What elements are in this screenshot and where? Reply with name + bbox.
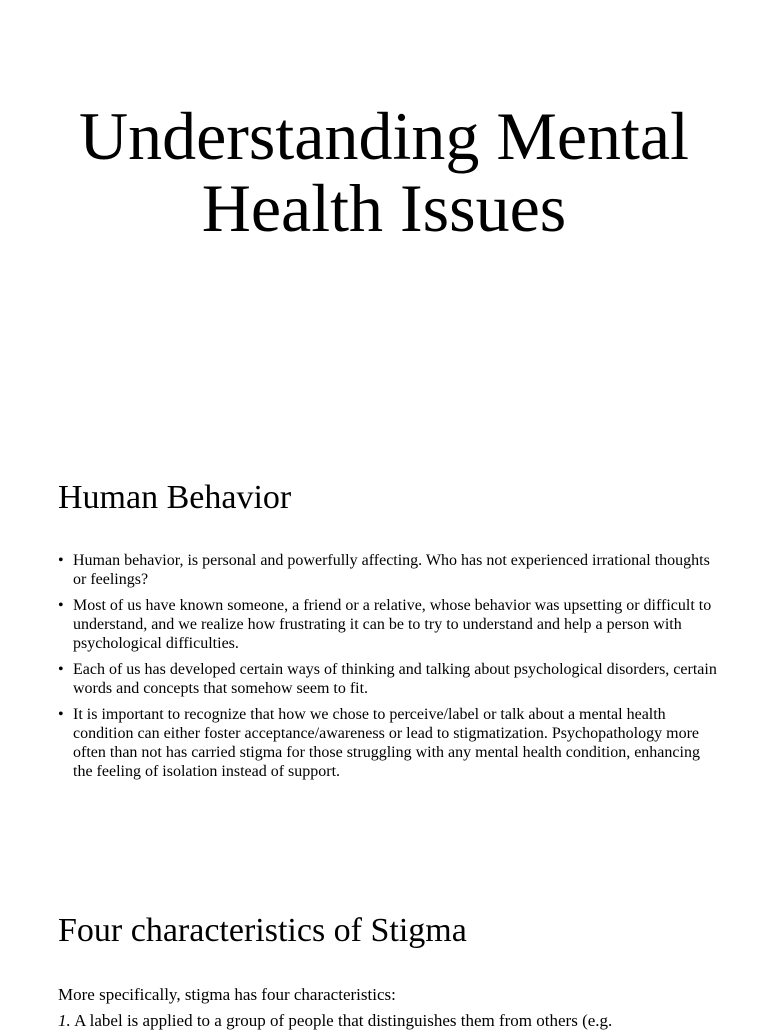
slide-title: Understanding Mental Health Issues: [79, 98, 689, 246]
list-item-text: A label is applied to a group of people that distinguishes them from others (e.g.: [74, 1011, 613, 1030]
human-behavior-bullet-list: [58, 551, 718, 788]
list-number: 1.: [58, 1011, 71, 1030]
bullet-item: [58, 660, 718, 698]
bullet-text: Most of us have known someone, a friend or a relative, whose behavior was upsetting or difficult to understand, and we realize how frustrating it can be to try to understand and help a person with psychological difficulties.: [73, 597, 712, 652]
bullet-item: [58, 551, 718, 589]
bullet-icon: •: [58, 661, 64, 678]
bullet-item: [58, 705, 718, 781]
section-heading-stigma: Four characteristics of Stigma: [58, 912, 467, 949]
bullet-icon: •: [58, 552, 64, 569]
bullet-item: [58, 596, 718, 653]
stigma-list-item-1: [58, 1011, 758, 1031]
bullet-icon: •: [58, 706, 64, 723]
section-heading-human-behavior: Human Behavior: [58, 479, 292, 516]
stigma-intro-text: More specifically, stigma has four characteristics:: [58, 985, 396, 1004]
bullet-text: It is important to recognize that how we chose to perceive/label or talk about a mental health condition can either foster acceptance/awareness or lead to stigmatization. Psychopathology more often than not has carried stigma for those struggling with any mental health condition, enhancing the feeling of isolation instead of support.: [73, 706, 700, 780]
bullet-text: Each of us has developed certain ways of thinking and talking about psychological disorders, certain words and concepts that somehow seem to fit.: [73, 661, 717, 697]
bullet-text: Human behavior, is personal and powerfully affecting. Who has not experienced irrational thoughts or feelings?: [73, 552, 710, 588]
bullet-icon: •: [58, 597, 64, 614]
